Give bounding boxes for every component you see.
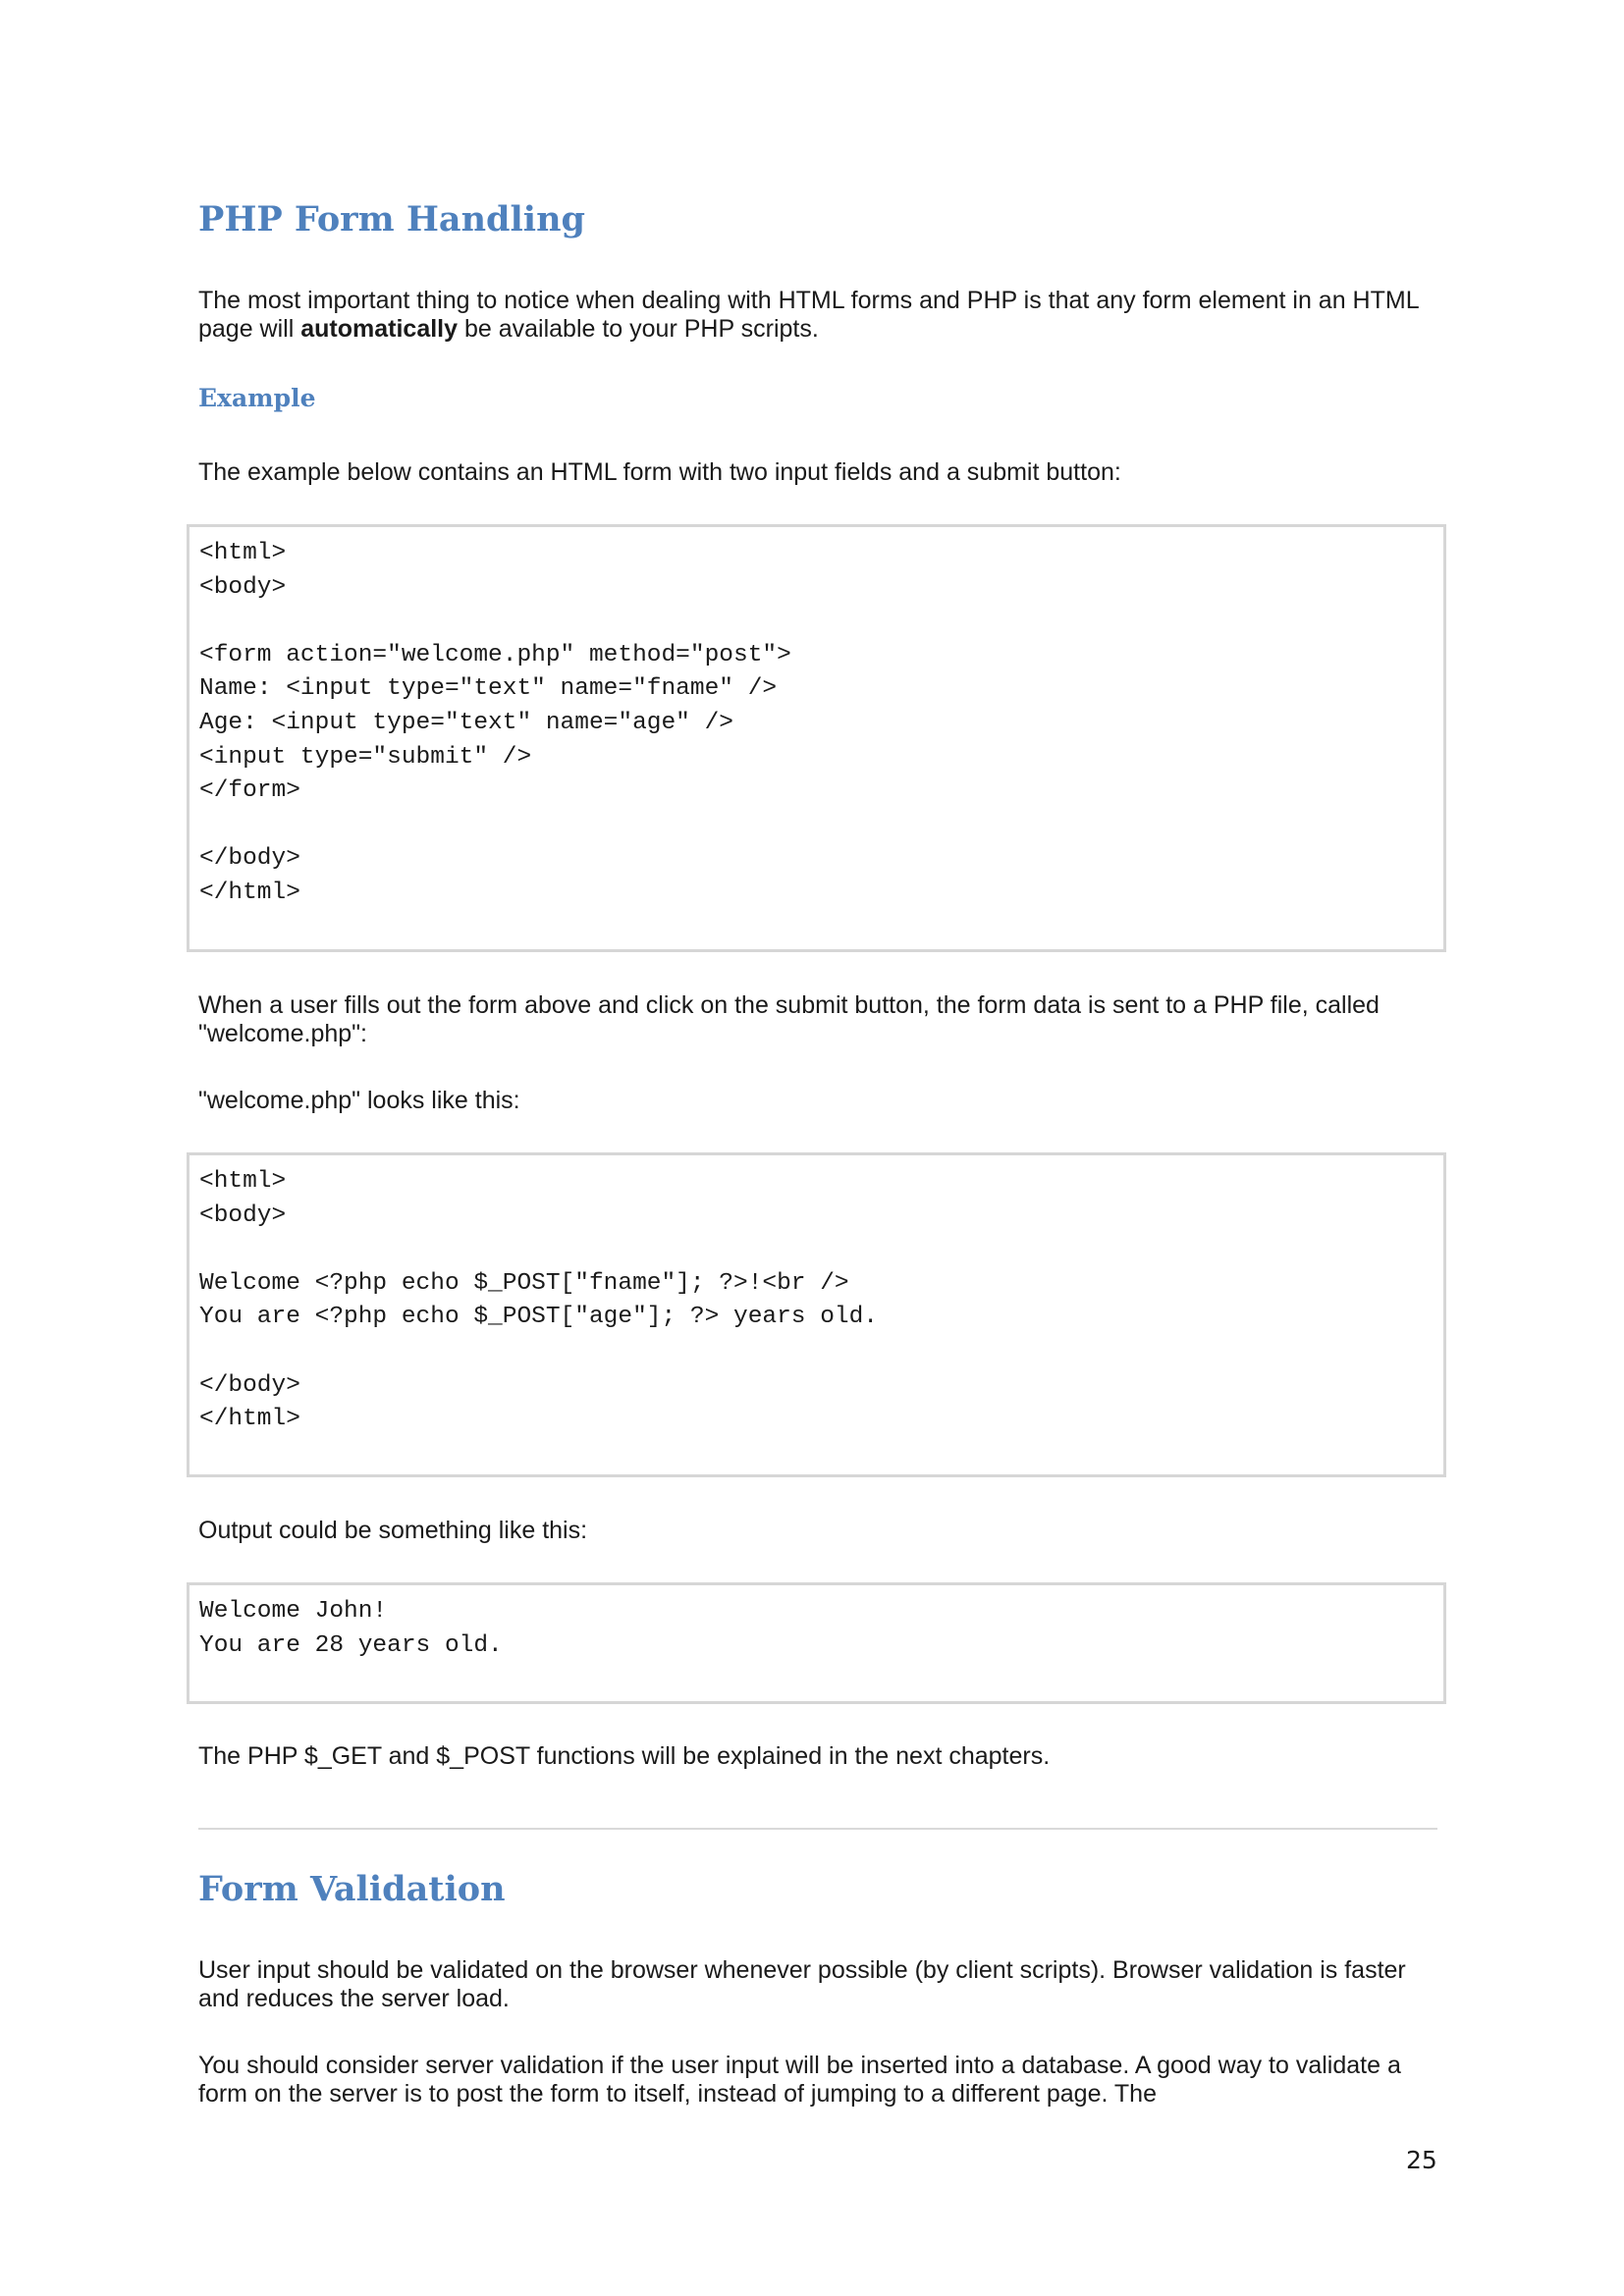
- welcome-php-intro: "welcome.php" looks like this:: [198, 1087, 520, 1114]
- code-line: </html>: [199, 1406, 300, 1433]
- code-line: [189, 1335, 1443, 1369]
- code-line: Age: <input type="text" name="age" />: [199, 709, 733, 736]
- code-line: <input type="submit" />: [199, 743, 532, 771]
- code-line: [189, 1233, 1443, 1267]
- code-line: Welcome <?php echo $_POST["fname"]; ?>!<br />: [199, 1269, 849, 1297]
- code-line: <html>: [199, 540, 287, 566]
- section-divider: [198, 1828, 1437, 1830]
- validation-paragraph-2: You should consider server validation if the user input will be inserted into a database. A good way to validate a form on the server is to post the form to itself, instead of jumping to a different page. The: [198, 2052, 1401, 2108]
- example-description: The example below contains an HTML form with two input fields and a submit button:: [198, 458, 1121, 486]
- code-line: <html>: [199, 1168, 287, 1195]
- code-line: [189, 809, 1443, 843]
- output-intro: Output could be something like this:: [198, 1517, 588, 1544]
- code-line: </html>: [199, 879, 300, 906]
- get-post-note: The PHP $_GET and $_POST functions will be explained in the next chapters.: [198, 1742, 1051, 1770]
- code-line: Welcome John!: [199, 1598, 388, 1625]
- code-block-html-form: [187, 524, 1446, 952]
- code-line: You are <?php echo $_POST["age"]; ?> years old.: [199, 1304, 879, 1331]
- code-line: </form>: [199, 777, 300, 805]
- code-line: You are 28 years old.: [199, 1631, 503, 1659]
- page-number: 25: [1406, 2146, 1437, 2174]
- code-line: <body>: [199, 1201, 287, 1229]
- section-title-form-validation: Form Validation: [198, 1869, 506, 1909]
- section-title-php-form-handling: PHP Form Handling: [198, 199, 586, 240]
- code-line: [189, 605, 1443, 639]
- form-submit-explanation: When a user fills out the form above and click on the submit button, the form data is sent to a PHP file, called "welcome.php":: [198, 991, 1380, 1047]
- code-block-output: [187, 1582, 1446, 1704]
- intro-paragraph: [198, 287, 1445, 344]
- code-line: <body>: [199, 573, 287, 601]
- intro-text-after: be available to your PHP scripts.: [458, 315, 819, 343]
- validation-paragraph-1: User input should be validated on the browser whenever possible (by client scripts). Browser validation is faster and reduces the server load.: [198, 1956, 1406, 2012]
- code-block-welcome-php: [187, 1152, 1446, 1477]
- code-line: <form action="welcome.php" method="post">: [199, 641, 791, 668]
- intro-text-before: The most important thing to notice when dealing with HTML forms and PHP is that any form element in an HTML page will: [198, 287, 1419, 343]
- intro-bold-word: automatically: [300, 315, 459, 343]
- code-line: </body>: [199, 1371, 300, 1399]
- example-heading: Example: [198, 384, 316, 412]
- code-line: Name: <input type="text" name="fname" />: [199, 675, 778, 703]
- code-line: </body>: [199, 845, 300, 873]
